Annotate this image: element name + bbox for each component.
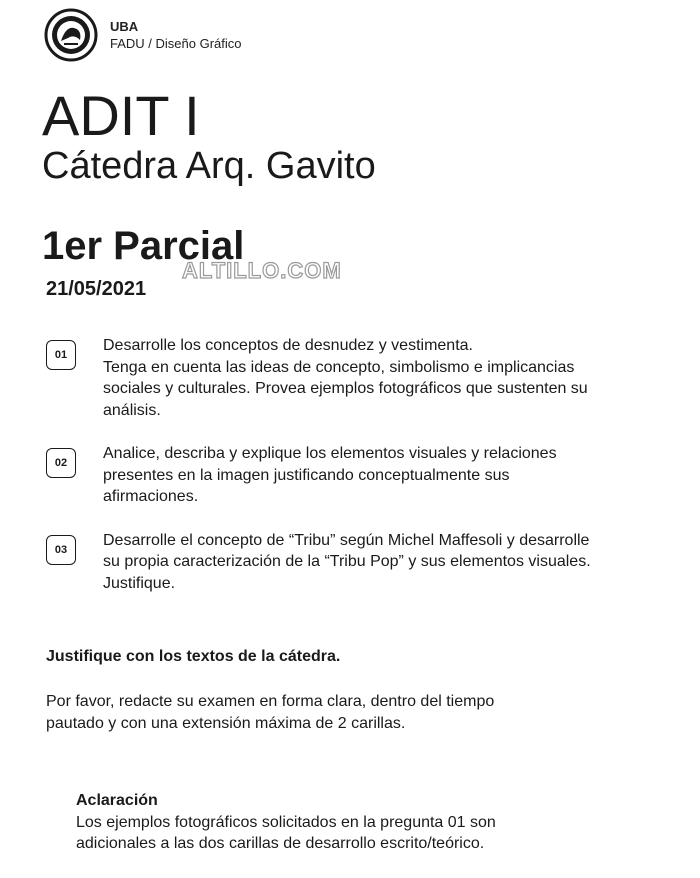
question-item bbox=[46, 530, 686, 595]
question-number-badge: 03 bbox=[46, 535, 76, 565]
question-line: afirmaciones. bbox=[103, 488, 199, 505]
course-title: ADIT I bbox=[42, 84, 200, 147]
question-item bbox=[46, 335, 686, 421]
instructions-paragraph bbox=[46, 691, 494, 734]
university-seal-logo bbox=[44, 8, 98, 62]
question-item bbox=[46, 443, 686, 508]
department-name: FADU / Diseño Gráfico bbox=[110, 36, 242, 51]
institution-block bbox=[110, 18, 242, 52]
question-line: Tenga en cuenta las ideas de concepto, simbolismo e implicancias bbox=[103, 358, 575, 376]
watermark-text: ALTILLO.COM bbox=[182, 258, 342, 283]
clarification-line: Los ejemplos fotográficos solicitados en la pregunta 01 son bbox=[76, 813, 496, 831]
question-number-badge: 01 bbox=[46, 340, 76, 370]
question-line: su propia caracterización de la “Tribu Pop” y sus elementos visuales. bbox=[103, 553, 591, 570]
question-text bbox=[103, 335, 683, 421]
institution-name: UBA bbox=[110, 19, 139, 34]
question-line: Desarrolle el concepto de “Tribu” según Michel Maffesoli y desarrolle bbox=[103, 531, 590, 549]
instructions-line: Por favor, redacte su examen en forma clara, dentro del tiempo bbox=[46, 693, 495, 710]
question-line: presentes en la imagen justificando conceptualmente sus bbox=[103, 466, 510, 484]
question-line: Desarrolle los conceptos de desnudez y vestimenta. bbox=[103, 337, 473, 354]
bold-note: Justifique con los textos de la cátedra. bbox=[46, 648, 341, 665]
exam-date: 21/05/2021 bbox=[46, 278, 147, 300]
clarification-title: Aclaración bbox=[76, 792, 158, 809]
question-text bbox=[103, 443, 683, 508]
question-line: análisis. bbox=[103, 401, 161, 419]
question-line: Justifique. bbox=[103, 574, 176, 592]
question-number-badge: 02 bbox=[46, 448, 76, 478]
clarification-block bbox=[76, 790, 496, 855]
document-header bbox=[44, 8, 242, 62]
instructions-line: pautado y con una extensión máxima de 2 carillas. bbox=[46, 714, 406, 732]
clarification-line: adicionales a las dos carillas de desarrollo escrito/teórico. bbox=[76, 835, 485, 852]
exam-title: 1er Parcial bbox=[42, 224, 245, 268]
course-subtitle: Cátedra Arq. Gavito bbox=[42, 145, 376, 187]
question-text bbox=[103, 530, 683, 595]
question-list bbox=[46, 335, 686, 594]
question-line: sociales y culturales. Provea ejemplos fotográficos que sustenten su bbox=[103, 380, 588, 397]
question-line: Analice, describa y explique los elementos visuales y relaciones bbox=[103, 445, 557, 462]
